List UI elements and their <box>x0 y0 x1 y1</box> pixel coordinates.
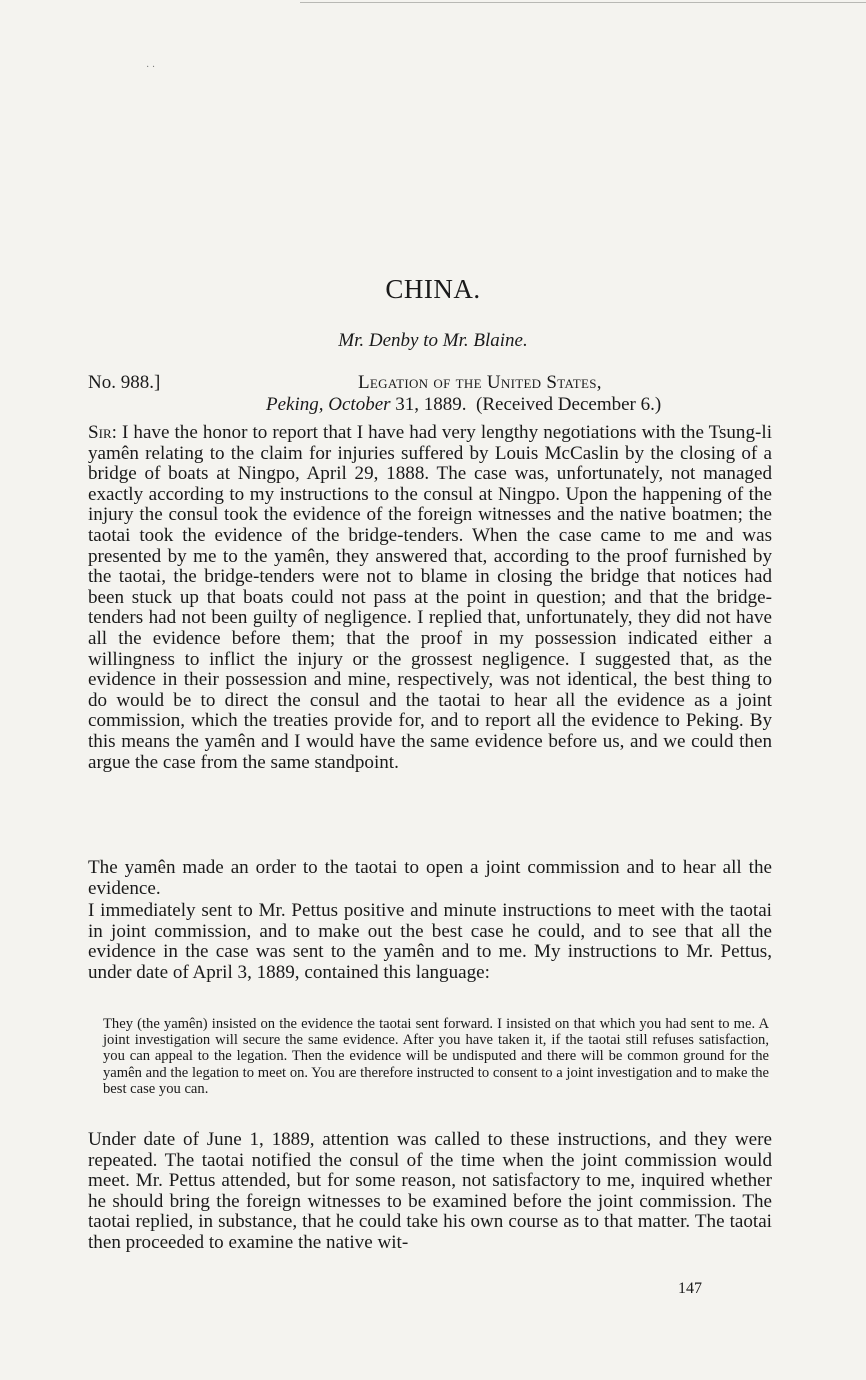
letterhead-row-1 <box>88 372 772 394</box>
date-day-year: 31, 1889. <box>390 394 467 415</box>
dateline <box>266 394 661 416</box>
place-name: Peking, <box>266 394 324 415</box>
section-heading: CHINA. <box>385 274 481 304</box>
paragraph-2-text: The yamên made an order to the taotai to open a joint commission and to hear all the evidence. <box>88 857 772 899</box>
page-number: 147 <box>678 1280 702 1297</box>
salutation: Sir <box>88 422 112 443</box>
paragraph-4 <box>88 1130 772 1254</box>
paragraph-3 <box>88 901 772 983</box>
letterhead-row-2 <box>88 394 772 416</box>
correspondence-title: Mr. Denby to Mr. Blaine. <box>338 330 528 351</box>
paragraph-1 <box>88 423 772 773</box>
paragraph-4-text: Under date of June 1, 1889, attention was called to these instructions, and they were repeated. The taotai notified the consul of the time when the joint commission would meet. Mr. Pettus attended, but for some reason, not satisfactory to me, inquired whether he should bring the foreign witnesses to be examined before the joint commission. The taotai replied, in substance, that he could take his own course as to that matter. The taotai then proceeded to examine the native wit- <box>88 1129 772 1253</box>
legation-name: Legation of the United States, <box>358 372 602 393</box>
paragraph-1-text: : I have the honor to report that I have had very lengthy negotiations with the Tsung-li yamên relating to the claim for injuries suffered by Louis McCaslin by the closing of a bridge of boats at Ningpo, April 29, 1888. The case was, unfortunately, not managed exactly according to my instructions to the consul at Ningpo. Upon the happening of the injury the consul took the evidence of the foreign witnesses and the native boatmen; the taotai took the evidence of the bridge-tenders. When the case came to me and was presented by me to the yamên, they answered that, according to the proof furnished by the taotai, the bridge-tenders were not to blame in closing the bridge that notices had been stuck up that boats could not pass at the point in question; and that the bridge-tenders had not been guilty of negligence. I replied that, unfortunately, they did not have all the evidence before them; that the proof in my possession indicated either a willingness to inflict the injury or the grossest negligence. I suggested that, as the evidence in their possession and mine, respectively, was not identical, the best thing to do would be to direct the consul and the taotai to hear all the evidence as a joint commission, which the treaties provide for, and to report all the evidence to Peking. By this means the yamên and I would have the same evidence before us, and we could then argue the case from the same standpoint. <box>88 422 772 773</box>
letterhead <box>88 372 772 416</box>
top-edge-rule <box>300 2 866 3</box>
print-speck: · · <box>146 62 156 73</box>
received-date: (Received December 6.) <box>476 394 662 415</box>
document-number: No. 988.] <box>88 372 161 393</box>
paragraph-3-text: I immediately sent to Mr. Pettus positive and minute instructions to meet with the taotai in joint commission, and to make out the best case he could, and to see that all the evidence in the case was sent to the yamên and to me. My instructions to Mr. Pettus, under date of April 3, 1889, contained this language: <box>88 900 772 983</box>
paragraph-2 <box>88 858 772 899</box>
block-quote-text: They (the yamên) insisted on the evidence the taotai sent forward. I insisted on that which you had sent to me. A joint investigation will secure the same evidence. After you have taken it, if the taotai still refuses satisfaction, you can appeal to the legation. Then the evidence will be undisputed and there will be common ground for the yamên and the legation to meet on. You are therefore instructed to consent to a joint investigation and to make the best case you can. <box>103 1016 769 1097</box>
block-quote <box>103 1016 769 1097</box>
date-month: October <box>328 394 391 415</box>
